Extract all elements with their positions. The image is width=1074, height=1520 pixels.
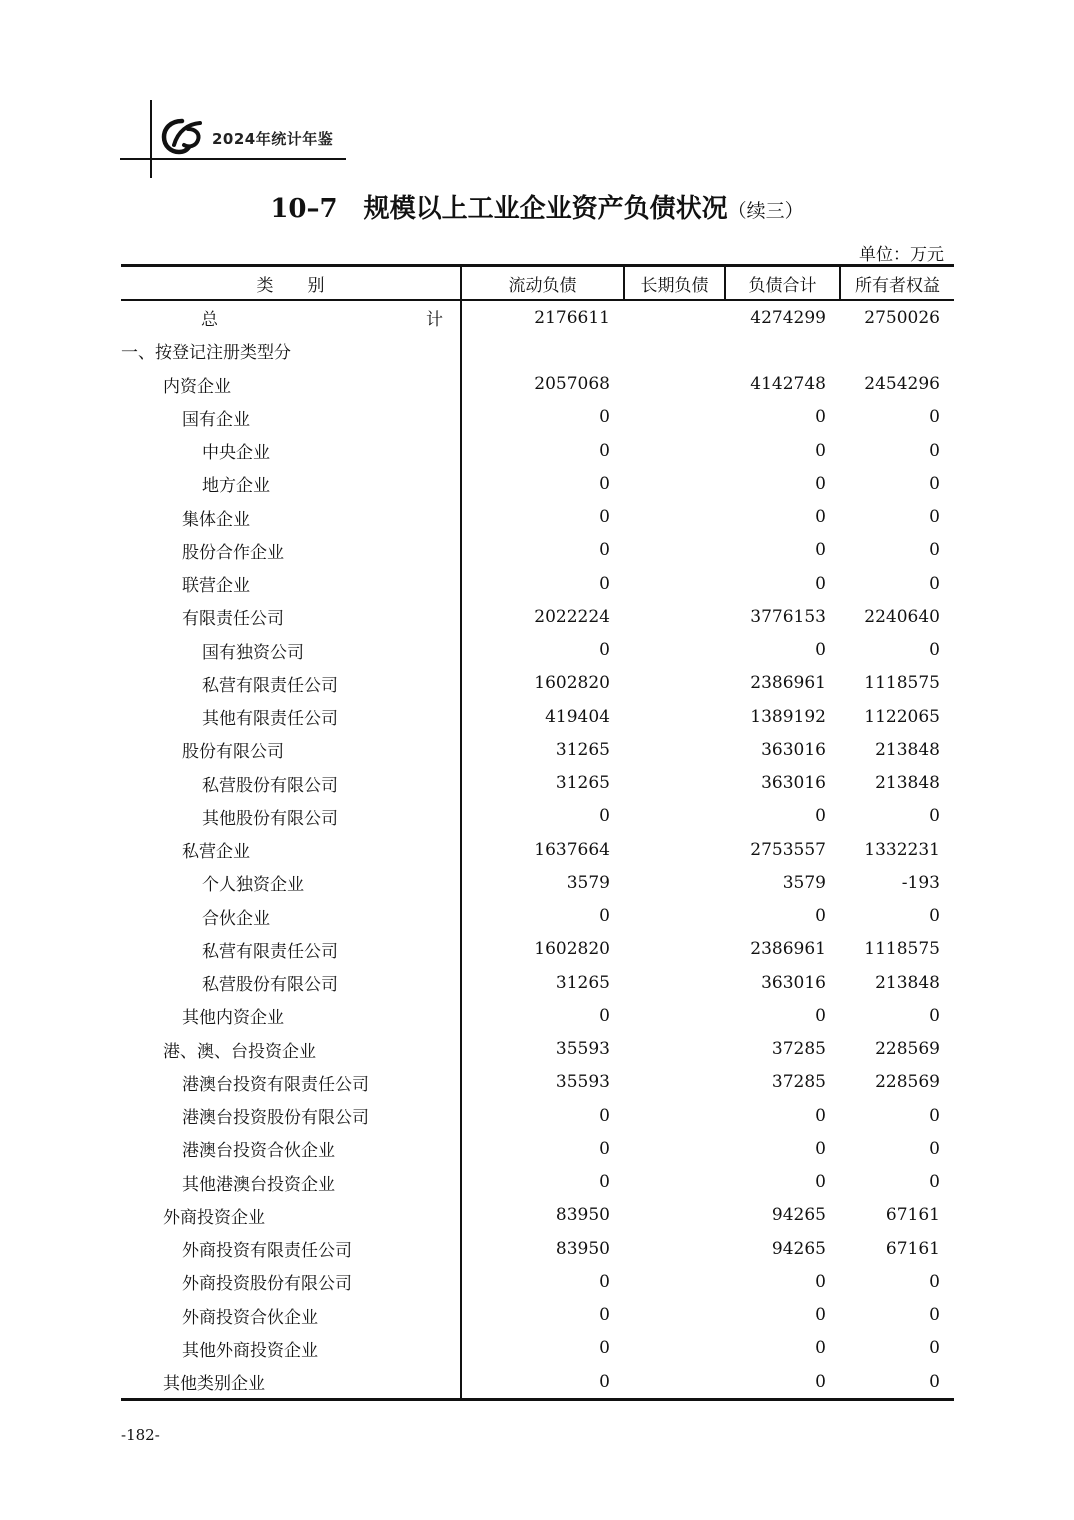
table-row [121, 300, 954, 334]
table-row [121, 1265, 954, 1298]
book-title: 2024年统计年鉴 [212, 130, 334, 148]
total-liabilities-cell: 2753557 [750, 839, 826, 860]
long-term-liabilities-cell [624, 1265, 725, 1298]
long-term-liabilities-cell [624, 1132, 725, 1165]
table-row [121, 1033, 954, 1066]
owners-equity-cell: 0 [929, 1005, 940, 1026]
table-number: 10–7 [270, 194, 338, 224]
owners-equity-cell: 1118575 [864, 939, 940, 960]
owners-equity-cell: 0 [929, 473, 940, 494]
current-liabilities-cell: 0 [461, 567, 624, 600]
table-row [121, 368, 954, 401]
table-row [121, 866, 954, 899]
row-category-label: 港澳台投资股份有限公司 [182, 1108, 369, 1129]
table-row [121, 966, 954, 999]
current-liabilities-cell: 0 [461, 1365, 624, 1400]
row-category-label: 外商投资股份有限公司 [182, 1274, 352, 1295]
current-liabilities-cell: 31265 [461, 966, 624, 999]
current-liabilities-cell: 31265 [461, 733, 624, 766]
current-liabilities-cell: 0 [461, 434, 624, 467]
row-category-label: 集体企业 [182, 509, 250, 530]
long-term-liabilities-cell [624, 401, 725, 434]
table-body [121, 300, 954, 1400]
row-category-label: 中央企业 [202, 443, 270, 464]
current-liabilities-cell: 0 [461, 401, 624, 434]
owners-equity-cell: 0 [929, 1338, 940, 1359]
current-liabilities-cell: 0 [461, 1332, 624, 1365]
long-term-liabilities-cell [624, 467, 725, 500]
header-horizontal-rule [120, 158, 346, 160]
row-category-label: 联营企业 [182, 576, 250, 597]
row-category-label: 私营股份有限公司 [202, 775, 338, 796]
long-term-liabilities-cell [624, 999, 725, 1032]
table-header-row [121, 266, 954, 301]
table-row [121, 534, 954, 567]
total-liabilities-cell: 0 [815, 1338, 826, 1359]
owners-equity-cell: 2750026 [864, 307, 940, 328]
owners-equity-cell: 0 [929, 906, 940, 927]
total-liabilities-cell: 0 [815, 1305, 826, 1326]
long-term-liabilities-cell [624, 334, 725, 367]
column-header-owners-equity: 所有者权益 [840, 266, 954, 301]
long-term-liabilities-cell [624, 434, 725, 467]
long-term-liabilities-cell [624, 733, 725, 766]
long-term-liabilities-cell [624, 966, 725, 999]
current-liabilities-cell: 0 [461, 534, 624, 567]
current-liabilities-cell: 0 [461, 1132, 624, 1165]
total-liabilities-cell: 0 [815, 507, 826, 528]
total-liabilities-cell: 0 [815, 1271, 826, 1292]
row-category-label: 内资企业 [163, 376, 231, 397]
long-term-liabilities-cell [624, 1099, 725, 1132]
total-liabilities-cell: 0 [815, 1105, 826, 1126]
current-liabilities-cell: 0 [461, 467, 624, 500]
row-category-label: 地方企业 [202, 476, 270, 497]
row-category-label: 港、澳、台投资企业 [163, 1041, 316, 1062]
current-liabilities-cell: 35593 [461, 1066, 624, 1099]
row-category-label: 国有企业 [182, 409, 250, 430]
table-continued-label: （续三） [727, 200, 804, 222]
owners-equity-cell: 0 [929, 1105, 940, 1126]
owners-equity-cell: 0 [929, 540, 940, 561]
header-vertical-rule [150, 100, 152, 178]
owners-equity-cell: 213848 [875, 739, 940, 760]
long-term-liabilities-cell [624, 1332, 725, 1365]
current-liabilities-cell: 0 [461, 1166, 624, 1199]
long-term-liabilities-cell [624, 667, 725, 700]
table-row [121, 1166, 954, 1199]
table-row [121, 1332, 954, 1365]
total-liabilities-cell: 0 [815, 573, 826, 594]
current-liabilities-cell: 0 [461, 634, 624, 667]
table-row [121, 999, 954, 1032]
row-category-label: 国有独资公司 [202, 642, 304, 663]
total-liabilities-cell: 0 [815, 540, 826, 561]
owners-equity-cell: 2454296 [864, 374, 940, 395]
owners-equity-cell: 0 [840, 1365, 954, 1400]
current-liabilities-cell: 1602820 [461, 933, 624, 966]
long-term-liabilities-cell [624, 1033, 725, 1066]
current-liabilities-cell: 1602820 [461, 667, 624, 700]
owners-equity-cell: 0 [929, 1138, 940, 1159]
owners-equity-cell: 0 [929, 440, 940, 461]
table-row [121, 600, 954, 633]
table-row [121, 1099, 954, 1132]
table-row [121, 800, 954, 833]
row-category-label: 港澳台投资合伙企业 [182, 1141, 335, 1162]
row-category-label: 私营股份有限公司 [202, 975, 338, 996]
owners-equity-cell: 0 [929, 507, 940, 528]
total-liabilities-cell: 1389192 [750, 706, 826, 727]
total-liabilities-cell: 363016 [761, 773, 826, 794]
table-row [121, 933, 954, 966]
row-category-label: 其他类别企业 [121, 1365, 461, 1400]
row-category-label: 其他内资企业 [182, 1008, 284, 1029]
table-row [121, 634, 954, 667]
long-term-liabilities-cell [624, 368, 725, 401]
total-liabilities-cell [725, 334, 840, 367]
row-category-label: 其他外商投资企业 [182, 1340, 318, 1361]
total-liabilities-cell: 363016 [761, 972, 826, 993]
row-category-label: 其他港澳台投资企业 [182, 1174, 335, 1195]
row-category-label: 其他股份有限公司 [202, 808, 338, 829]
total-liabilities-cell: 94265 [771, 1205, 826, 1226]
row-category-label: 合伙企业 [202, 908, 270, 929]
row-category-label: 私营有限责任公司 [202, 941, 338, 962]
long-term-liabilities-cell [624, 1066, 725, 1099]
row-category-label: 有限责任公司 [182, 609, 284, 630]
current-liabilities-cell: 2057068 [461, 368, 624, 401]
row-category-label: 总 计 [201, 310, 501, 331]
long-term-liabilities-cell [624, 1232, 725, 1265]
total-liabilities-cell: 0 [815, 906, 826, 927]
total-liabilities-cell: 3579 [782, 872, 826, 893]
long-term-liabilities-cell [624, 300, 725, 334]
table-row [121, 1066, 954, 1099]
current-liabilities-cell: 0 [461, 999, 624, 1032]
long-term-liabilities-cell [624, 700, 725, 733]
total-liabilities-cell: 0 [815, 1005, 826, 1026]
long-term-liabilities-cell [624, 1199, 725, 1232]
column-header-total-liabilities: 负债合计 [725, 266, 840, 301]
row-category-label: 股份合作企业 [182, 542, 284, 563]
long-term-liabilities-cell [624, 800, 725, 833]
table-row [121, 567, 954, 600]
owners-equity-cell: 0 [929, 806, 940, 827]
table-row [121, 1232, 954, 1265]
row-category-label: 港澳台投资有限责任公司 [182, 1074, 369, 1095]
table-row [121, 334, 954, 367]
current-liabilities-cell: 0 [461, 1099, 624, 1132]
long-term-liabilities-cell [624, 1299, 725, 1332]
total-liabilities-cell: 4142748 [750, 374, 826, 395]
column-header-current-liabilities: 流动负债 [461, 266, 624, 301]
long-term-liabilities-cell [624, 567, 725, 600]
owners-equity-cell: 213848 [875, 972, 940, 993]
current-liabilities-cell: 83950 [461, 1199, 624, 1232]
owners-equity-cell: 67161 [885, 1205, 940, 1226]
current-liabilities-cell: 83950 [461, 1232, 624, 1265]
owners-equity-cell: -193 [901, 872, 940, 893]
total-liabilities-cell: 0 [815, 1138, 826, 1159]
owners-equity-cell: 0 [929, 1305, 940, 1326]
long-term-liabilities-cell [624, 933, 725, 966]
total-liabilities-cell: 94265 [771, 1238, 826, 1259]
total-liabilities-cell: 2386961 [750, 939, 826, 960]
owners-equity-cell: 2240640 [864, 606, 940, 627]
owners-equity-cell: 0 [929, 1271, 940, 1292]
current-liabilities-cell: 0 [461, 800, 624, 833]
current-liabilities-cell: 1637664 [461, 833, 624, 866]
current-liabilities-cell: 31265 [461, 767, 624, 800]
column-header-category: 类 别 [121, 266, 461, 301]
table-title [0, 188, 1074, 225]
current-liabilities-cell: 0 [461, 900, 624, 933]
row-category-label: 外商投资合伙企业 [182, 1307, 318, 1328]
row-category-label: 外商投资有限责任公司 [182, 1241, 352, 1262]
table-row [121, 501, 954, 534]
table-row [121, 700, 954, 733]
long-term-liabilities-cell [624, 866, 725, 899]
table-row [121, 900, 954, 933]
long-term-liabilities-cell [624, 534, 725, 567]
table-row [121, 401, 954, 434]
total-liabilities-cell: 0 [815, 440, 826, 461]
long-term-liabilities-cell [624, 600, 725, 633]
row-category-label: 个人独资企业 [202, 875, 304, 896]
total-liabilities-cell: 363016 [761, 739, 826, 760]
table-row [121, 467, 954, 500]
total-liabilities-cell: 0 [725, 1365, 840, 1400]
current-liabilities-cell: 35593 [461, 1033, 624, 1066]
long-term-liabilities-cell [624, 634, 725, 667]
table-row [121, 667, 954, 700]
table-row [121, 1299, 954, 1332]
owners-equity-cell: 1118575 [864, 673, 940, 694]
owners-equity-cell: 0 [929, 1172, 940, 1193]
unit-label: 单位：万元 [859, 245, 944, 265]
data-table [121, 264, 954, 1401]
total-liabilities-cell: 37285 [771, 1039, 826, 1060]
owners-equity-cell: 1122065 [864, 706, 940, 727]
yearbook-logo-icon [160, 115, 206, 157]
table-row [121, 767, 954, 800]
long-term-liabilities-cell [624, 900, 725, 933]
long-term-liabilities-cell [624, 1365, 725, 1400]
column-header-long-term-liabilities: 长期负债 [624, 266, 725, 301]
total-liabilities-cell: 0 [815, 1172, 826, 1193]
total-liabilities-cell: 4274299 [750, 307, 826, 328]
owners-equity-cell: 228569 [875, 1039, 940, 1060]
table-row [121, 833, 954, 866]
owners-equity-cell: 1332231 [864, 839, 940, 860]
total-liabilities-cell: 0 [815, 407, 826, 428]
current-liabilities-cell: 2022224 [461, 600, 624, 633]
total-liabilities-cell: 0 [815, 473, 826, 494]
total-liabilities-cell: 37285 [771, 1072, 826, 1093]
table-row [121, 1132, 954, 1165]
long-term-liabilities-cell [624, 767, 725, 800]
current-liabilities-cell: 0 [461, 1299, 624, 1332]
table-row [121, 434, 954, 467]
owners-equity-cell: 213848 [875, 773, 940, 794]
current-liabilities-cell: 3579 [461, 866, 624, 899]
long-term-liabilities-cell [624, 1166, 725, 1199]
long-term-liabilities-cell [624, 833, 725, 866]
owners-equity-cell: 228569 [875, 1072, 940, 1093]
row-category-label: 其他有限责任公司 [202, 709, 338, 730]
table-title-text: 规模以上工业企业资产负债状况 [363, 194, 728, 224]
current-liabilities-cell [461, 334, 624, 367]
table-row [121, 1199, 954, 1232]
row-category-label: 私营有限责任公司 [202, 675, 338, 696]
table-row [121, 1365, 954, 1400]
total-liabilities-cell: 3776153 [750, 606, 826, 627]
total-liabilities-cell: 2386961 [750, 673, 826, 694]
current-liabilities-cell: 0 [461, 1265, 624, 1298]
owners-equity-cell: 0 [929, 573, 940, 594]
owners-equity-cell: 67161 [885, 1238, 940, 1259]
row-category-label: 私营企业 [182, 842, 250, 863]
row-category-label: 股份有限公司 [182, 742, 284, 763]
table-row [121, 733, 954, 766]
row-category-label: 一、按登记注册类型分 [121, 343, 291, 364]
current-liabilities-cell: 419404 [461, 700, 624, 733]
total-liabilities-cell: 0 [815, 806, 826, 827]
current-liabilities-cell: 0 [461, 501, 624, 534]
owners-equity-cell: 0 [929, 407, 940, 428]
page-number: -182- [121, 1426, 160, 1444]
current-liabilities-cell: 2176611 [461, 300, 624, 334]
owners-equity-cell: 0 [929, 640, 940, 661]
long-term-liabilities-cell [624, 501, 725, 534]
total-liabilities-cell: 0 [815, 640, 826, 661]
row-category-label: 外商投资企业 [163, 1207, 265, 1228]
owners-equity-cell [840, 334, 954, 367]
